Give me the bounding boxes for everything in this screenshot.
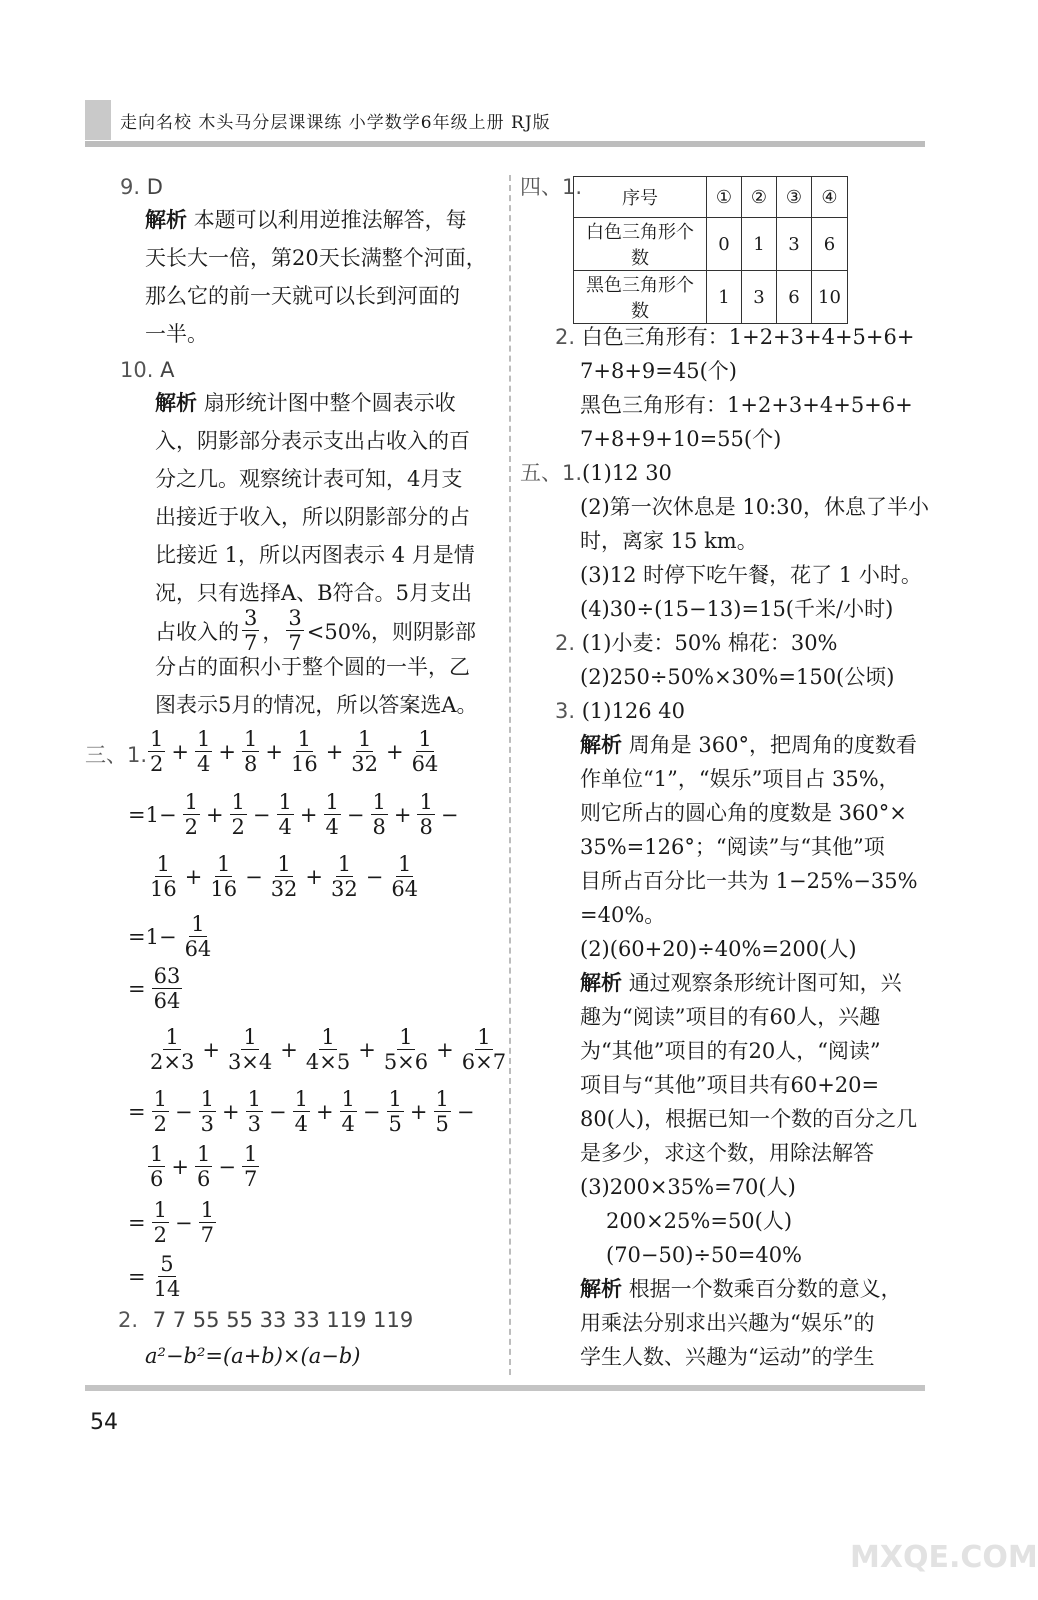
operator: − — [365, 864, 384, 889]
fraction — [242, 606, 259, 655]
fraction — [152, 964, 183, 1013]
fraction-denominator: 5 — [435, 1112, 449, 1136]
operator: + — [305, 864, 324, 889]
fraction-denominator: 6×7 — [461, 1050, 507, 1074]
fraction-numerator: 1 — [196, 727, 211, 751]
fraction-numerator: 1 — [243, 727, 258, 751]
operator: =1− — [128, 802, 177, 827]
a3-line-2: 用乘法分别求出兴趣为“娱乐”的 — [580, 1311, 875, 1335]
fraction — [148, 1142, 165, 1191]
fraction — [152, 1198, 169, 1247]
operator: + — [315, 1099, 334, 1124]
fraction — [230, 790, 247, 839]
operator: + — [358, 1037, 376, 1062]
sec3-q2-number: 2. — [118, 1308, 139, 1332]
table-header-cell: ① — [707, 177, 742, 218]
operator: − — [174, 1210, 193, 1235]
operator: − — [268, 1099, 287, 1124]
a2-line-6: 是多少，求这个数，用除法解答 — [580, 1141, 874, 1165]
footer-rule — [85, 1385, 925, 1391]
a1-line-4: 35%=126°；“阅读”与“其他”项 — [580, 835, 885, 859]
sec5-q3-number: 3. — [555, 699, 576, 723]
fraction-denominator: 2 — [153, 1112, 167, 1136]
fraction-denominator: 5×6 — [383, 1050, 429, 1074]
q10-analysis-line-7: 分占的面积小于整个圆的一半，乙 — [155, 655, 470, 679]
fraction — [382, 1025, 430, 1074]
operator: + — [171, 739, 189, 764]
fraction-denominator: 64 — [184, 937, 212, 961]
fraction-denominator: 2 — [153, 1223, 167, 1247]
fraction-numerator: 1 — [150, 727, 164, 751]
fraction — [195, 727, 212, 776]
q9-analysis-line-1 — [145, 205, 467, 235]
sec4-q2-line-1 — [555, 322, 914, 352]
a3-line-3: 学生人数、兴趣为“运动”的学生 — [580, 1345, 875, 1369]
fraction-denominator: 16 — [150, 877, 177, 901]
operator: + — [393, 802, 412, 827]
sec5-q2-number: 2. — [555, 631, 576, 655]
fraction-numerator: 1 — [243, 1025, 257, 1049]
section-3-number: 三、1. — [85, 743, 148, 767]
a2-label: 解析 — [580, 971, 622, 995]
fraction — [152, 1087, 169, 1136]
operator: + — [221, 1099, 240, 1124]
fraction-denominator: 4 — [294, 1112, 308, 1136]
sec4-q2-text: 白色三角形有：1+2+3+4+5+6+ — [581, 325, 915, 349]
fraction — [199, 1087, 216, 1136]
fraction-numerator: 1 — [153, 1198, 167, 1222]
fraction — [329, 852, 360, 901]
fraction-denominator: 2×3 — [150, 1050, 195, 1074]
fraction-numerator: 1 — [165, 1025, 179, 1049]
q9-line — [120, 172, 163, 202]
fraction-numerator: 1 — [243, 1142, 258, 1166]
fraction-numerator: 1 — [325, 790, 339, 814]
fraction — [460, 1025, 508, 1074]
fraction — [195, 1142, 212, 1191]
fraction-denominator: 2 — [150, 752, 164, 776]
table-cell: 6 — [777, 271, 812, 324]
a2-line-4: 项目与“其他”项目共有60+20= — [580, 1073, 880, 1097]
section-3-label — [85, 740, 147, 770]
operator: + — [280, 1037, 298, 1062]
fraction — [226, 1025, 274, 1074]
q10-fraction-line — [155, 606, 476, 655]
sec4-q2-line-2: 7+8+9=45(个) — [580, 359, 737, 383]
q9-analysis-line-4: 一半。 — [145, 322, 208, 346]
fraction-denominator: 64 — [391, 877, 419, 901]
q9-number: 9. — [120, 175, 141, 199]
table-header-cell: 序号 — [574, 177, 707, 218]
fraction-numerator: 3 — [244, 606, 258, 630]
operator: + — [409, 1099, 428, 1124]
q10-analysis-text: 扇形统计图中整个圆表示收 — [203, 391, 456, 415]
fraction-numerator: 1 — [372, 790, 386, 814]
expr-line-4 — [125, 912, 216, 961]
operator: + — [325, 739, 344, 764]
fraction — [371, 790, 388, 839]
q9-analysis-label: 解析 — [145, 208, 187, 232]
fraction-numerator: 1 — [294, 1087, 308, 1111]
q10-analysis-line-4: 出接近于收入，所以阴影部分的占 — [155, 505, 470, 529]
page-number: 54 — [90, 1410, 118, 1435]
sec5-q1-line-3: 时，离家 15 km。 — [580, 529, 758, 553]
fraction-denominator: 7 — [243, 1167, 258, 1191]
fraction-denominator: 8 — [372, 815, 386, 839]
fraction-denominator: 64 — [153, 989, 181, 1013]
expr-line-7 — [125, 1087, 478, 1136]
table-cell: 1 — [742, 218, 777, 271]
a2-line-3: 为“其他”项目的有20人，“阅读” — [580, 1039, 881, 1063]
operator: − — [456, 1099, 475, 1124]
a2-text: 通过观察条形统计图可知，兴 — [628, 971, 902, 995]
operator: + — [205, 802, 224, 827]
table-header-cell: ④ — [812, 177, 848, 218]
expr-line-6 — [145, 1025, 511, 1074]
operator: = — [128, 1264, 146, 1289]
section-5-number: 五、1. — [520, 461, 583, 485]
operator: − — [174, 1099, 193, 1124]
fraction-numerator: 1 — [398, 852, 412, 876]
a3-label: 解析 — [580, 1277, 622, 1301]
operator: − — [218, 1154, 236, 1179]
expr-line-10 — [125, 1252, 185, 1301]
fraction-numerator: 1 — [200, 1087, 214, 1111]
table-cell: 10 — [812, 271, 848, 324]
fraction — [304, 1025, 352, 1074]
sec5-q2-text: (1)小麦：50% 棉花：30% — [581, 631, 838, 655]
q10-analysis-line-8: 图表示5月的情况，所以答案选A。 — [155, 693, 478, 717]
fraction-numerator: 1 — [399, 1025, 413, 1049]
a2-line-2: 趣为“阅读”项目的有60人，兴趣 — [580, 1005, 881, 1029]
sec5-q3-part3-line-1: (3)200×35%=70(人) — [580, 1175, 796, 1199]
table-cell: 6 — [812, 218, 848, 271]
operator: + — [184, 864, 203, 889]
sec5-q3-part2: (2)(60+20)÷40%=200(人) — [580, 937, 857, 961]
operator: − — [362, 1099, 381, 1124]
sec5-q1-line-4: (3)12 时停下吃午餐，花了 1 小时。 — [580, 563, 922, 587]
q10-frac-sep: ， — [262, 619, 284, 644]
fraction-denominator: 2 — [231, 815, 245, 839]
fraction-denominator: 2 — [184, 815, 198, 839]
expr-line-2 — [125, 790, 461, 839]
a1-label: 解析 — [580, 733, 622, 757]
fraction-denominator: 16 — [290, 752, 318, 776]
table-cell: 1 — [707, 271, 742, 324]
fraction-numerator: 1 — [418, 727, 432, 751]
fraction — [340, 1087, 357, 1136]
operator: + — [436, 1037, 454, 1062]
expr-line-5 — [125, 964, 185, 1013]
fraction-denominator: 4×5 — [305, 1050, 351, 1074]
sec5-q2-line-2: (2)250÷50%×30%=150(公顷) — [580, 665, 895, 689]
fraction-numerator: 1 — [247, 1087, 261, 1111]
fraction-numerator: 63 — [153, 964, 181, 988]
table-cell: 白色三角形个数 — [574, 218, 707, 271]
sec5-q1-line-2: (2)第一次休息是 10:30，休息了半小 — [580, 495, 929, 519]
operator: + — [386, 739, 404, 764]
q10-line — [120, 355, 174, 385]
header-rule — [85, 141, 925, 147]
operator: + — [171, 1154, 189, 1179]
expr-line-8 — [145, 1142, 262, 1191]
table-header-cell: ② — [742, 177, 777, 218]
fraction-denominator: 14 — [153, 1277, 181, 1301]
table-header-cell: ③ — [777, 177, 812, 218]
sec5-q3-text: (1)126 40 — [581, 699, 685, 723]
sec5-q3-part3-line-3: (70−50)÷50=40% — [606, 1243, 803, 1267]
fraction — [148, 1025, 196, 1074]
q10-analysis-line-2: 入，阴影部分表示支出占收入的百 — [155, 429, 470, 453]
column-divider — [509, 175, 511, 1375]
expr-line-1 — [145, 727, 443, 776]
fraction-denominator: 4 — [278, 815, 292, 839]
fraction-denominator: 3 — [200, 1112, 214, 1136]
fraction — [289, 727, 320, 776]
q10-analysis-line-6: 况，只有选择A、B符合。5月支出 — [155, 581, 472, 605]
fraction-numerator: 1 — [200, 1198, 214, 1222]
fraction — [208, 852, 239, 901]
sec4-q2-number: 2. — [555, 325, 576, 349]
fraction-numerator: 1 — [435, 1087, 449, 1111]
fraction — [183, 912, 214, 961]
fraction-denominator: 32 — [331, 877, 358, 901]
q9-analysis-text: 本题可以利用逆推法解答，每 — [193, 208, 467, 232]
table-header-row — [574, 177, 848, 218]
q10-number: 10. — [120, 358, 154, 382]
q9-analysis-line-3: 那么它的前一天就可以长到河面的 — [145, 284, 460, 308]
table-cell: 黑色三角形个数 — [574, 271, 707, 324]
table-cell: 0 — [707, 218, 742, 271]
a1-line-6: =40%。 — [580, 903, 666, 927]
operator: + — [202, 1037, 220, 1062]
fraction-numerator: 5 — [160, 1252, 174, 1276]
operator: − — [440, 802, 459, 827]
fraction — [242, 1142, 259, 1191]
fraction-numerator: 1 — [184, 790, 198, 814]
a3-text: 根据一个数乘百分数的意义， — [628, 1277, 902, 1301]
operator: = — [128, 1099, 146, 1124]
fraction — [246, 1087, 263, 1136]
fraction — [324, 790, 341, 839]
fraction — [293, 1087, 310, 1136]
fraction-denominator: 16 — [210, 877, 238, 901]
operator: = — [128, 1210, 146, 1235]
sec4-q2-line-3: 黑色三角形有：1+2+3+4+5+6+ — [580, 393, 913, 417]
fraction-denominator: 8 — [419, 815, 433, 839]
fraction — [387, 1087, 404, 1136]
sec5-q3-line-1 — [555, 696, 685, 726]
table-row — [574, 271, 848, 324]
fraction-denominator: 4 — [325, 815, 339, 839]
fraction-denominator: 6 — [196, 1167, 211, 1191]
table-row — [574, 218, 848, 271]
fraction — [417, 790, 434, 839]
fraction — [152, 1252, 183, 1301]
fraction-numerator: 1 — [357, 727, 372, 751]
fraction-denominator: 32 — [351, 752, 379, 776]
fraction — [410, 727, 441, 776]
sec3-q2-values: 7 7 55 55 33 33 119 119 — [152, 1308, 414, 1332]
operator: + — [299, 802, 318, 827]
fraction-numerator: 3 — [288, 606, 302, 630]
header-tab-block — [85, 100, 111, 140]
operator: − — [245, 864, 263, 889]
watermark: MXQE.COM — [850, 1540, 1038, 1575]
fraction-numerator: 1 — [196, 1142, 211, 1166]
a1-text: 周角是 360°，把周角的度数看 — [628, 733, 917, 757]
fraction-denominator: 3×4 — [227, 1050, 273, 1074]
triangle-count-table — [573, 176, 848, 324]
operator: + — [218, 739, 236, 764]
q10-answer: A — [160, 358, 175, 382]
a1-line-2: 作单位“1”，“娱乐”项目占 35%， — [580, 767, 900, 791]
fraction — [183, 790, 200, 839]
fraction-numerator: 1 — [337, 852, 352, 876]
a2-line-5: 80(人)，根据已知一个数的百分之几 — [580, 1107, 918, 1131]
fraction-numerator: 1 — [150, 1142, 164, 1166]
expr-line-3 — [145, 852, 423, 901]
fraction-denominator: 7 — [288, 631, 302, 655]
fraction-numerator: 1 — [156, 852, 171, 876]
fraction-denominator: 6 — [150, 1167, 164, 1191]
fraction — [269, 852, 300, 901]
fraction — [148, 727, 165, 776]
q10-analysis-line-5: 比接近 1，所以丙图表示 4 月是情 — [155, 543, 475, 567]
fraction-numerator: 1 — [277, 852, 291, 876]
operator: =1− — [128, 924, 177, 949]
a1-line-1 — [580, 730, 917, 760]
fraction-numerator: 1 — [419, 790, 433, 814]
fraction-numerator: 1 — [477, 1025, 491, 1049]
operator: − — [346, 802, 365, 827]
sec5-q3-part3-line-2: 200×25%=50(人) — [606, 1209, 793, 1233]
a1-line-5: 目所占百分比一共为 1−25%−35% — [580, 869, 918, 893]
fraction-numerator: 1 — [297, 727, 311, 751]
fraction-numerator: 1 — [278, 790, 292, 814]
fraction-denominator: 8 — [243, 752, 258, 776]
q9-analysis-line-2: 天长大一倍，第20天长满整个河面， — [145, 246, 487, 270]
fraction-numerator: 1 — [231, 790, 245, 814]
table-cell: 3 — [742, 271, 777, 324]
operator: = — [128, 976, 146, 1001]
q9-answer: D — [146, 175, 163, 199]
sec5-q1-text: (1)12 30 — [582, 461, 672, 485]
fraction — [242, 727, 259, 776]
q10-frac-pre: 占收入的 — [155, 619, 239, 644]
fraction-numerator: 1 — [321, 1025, 335, 1049]
a1-line-3: 则它所占的圆心角的度数是 360°× — [580, 801, 907, 825]
a2-line-1 — [580, 968, 902, 998]
sec5-q1-line-1 — [520, 458, 672, 488]
fraction — [286, 606, 303, 655]
fraction-denominator: 4 — [196, 752, 211, 776]
fraction — [349, 727, 380, 776]
header-title: 走向名校 木头马分层课课练 小学数学6年级上册 RJ版 — [120, 113, 551, 133]
sec4-q2-line-4: 7+8+9+10=55(个) — [580, 427, 782, 451]
fraction — [389, 852, 420, 901]
fraction-numerator: 1 — [191, 912, 205, 936]
operator: − — [252, 802, 271, 827]
fraction-numerator: 1 — [388, 1087, 402, 1111]
operator: + — [265, 739, 283, 764]
fraction-denominator: 5 — [388, 1112, 402, 1136]
fraction — [148, 852, 179, 901]
q10-analysis-label: 解析 — [155, 391, 197, 415]
fraction — [199, 1198, 216, 1247]
fraction — [277, 790, 294, 839]
fraction-denominator: 7 — [200, 1223, 214, 1247]
a3-line-1 — [580, 1274, 902, 1304]
fraction-numerator: 1 — [217, 852, 231, 876]
q10-frac-post: <50%，则阴影部 — [306, 619, 477, 644]
fraction-numerator: 1 — [341, 1087, 355, 1111]
fraction-numerator: 1 — [153, 1087, 167, 1111]
q10-analysis-line-3: 分之几。观察统计表可知，4月支 — [155, 467, 463, 491]
sec3-q2-formula: a²−b²=(a+b)×(a−b) — [145, 1344, 361, 1368]
fraction-denominator: 4 — [341, 1112, 355, 1136]
sec3-q2-line — [118, 1305, 413, 1335]
expr-line-9 — [125, 1198, 219, 1247]
section-4-number: 四、1. — [520, 175, 583, 199]
fraction — [434, 1087, 451, 1136]
fraction-denominator: 3 — [247, 1112, 261, 1136]
table-cell: 3 — [777, 218, 812, 271]
fraction-denominator: 7 — [244, 631, 258, 655]
q10-analysis-line-1 — [155, 388, 456, 418]
fraction-denominator: 32 — [270, 877, 298, 901]
sec5-q2-line-1 — [555, 628, 838, 658]
fraction-denominator: 64 — [411, 752, 439, 776]
sec5-q1-line-5: (4)30÷(15−13)=15(千米/小时) — [580, 597, 894, 621]
